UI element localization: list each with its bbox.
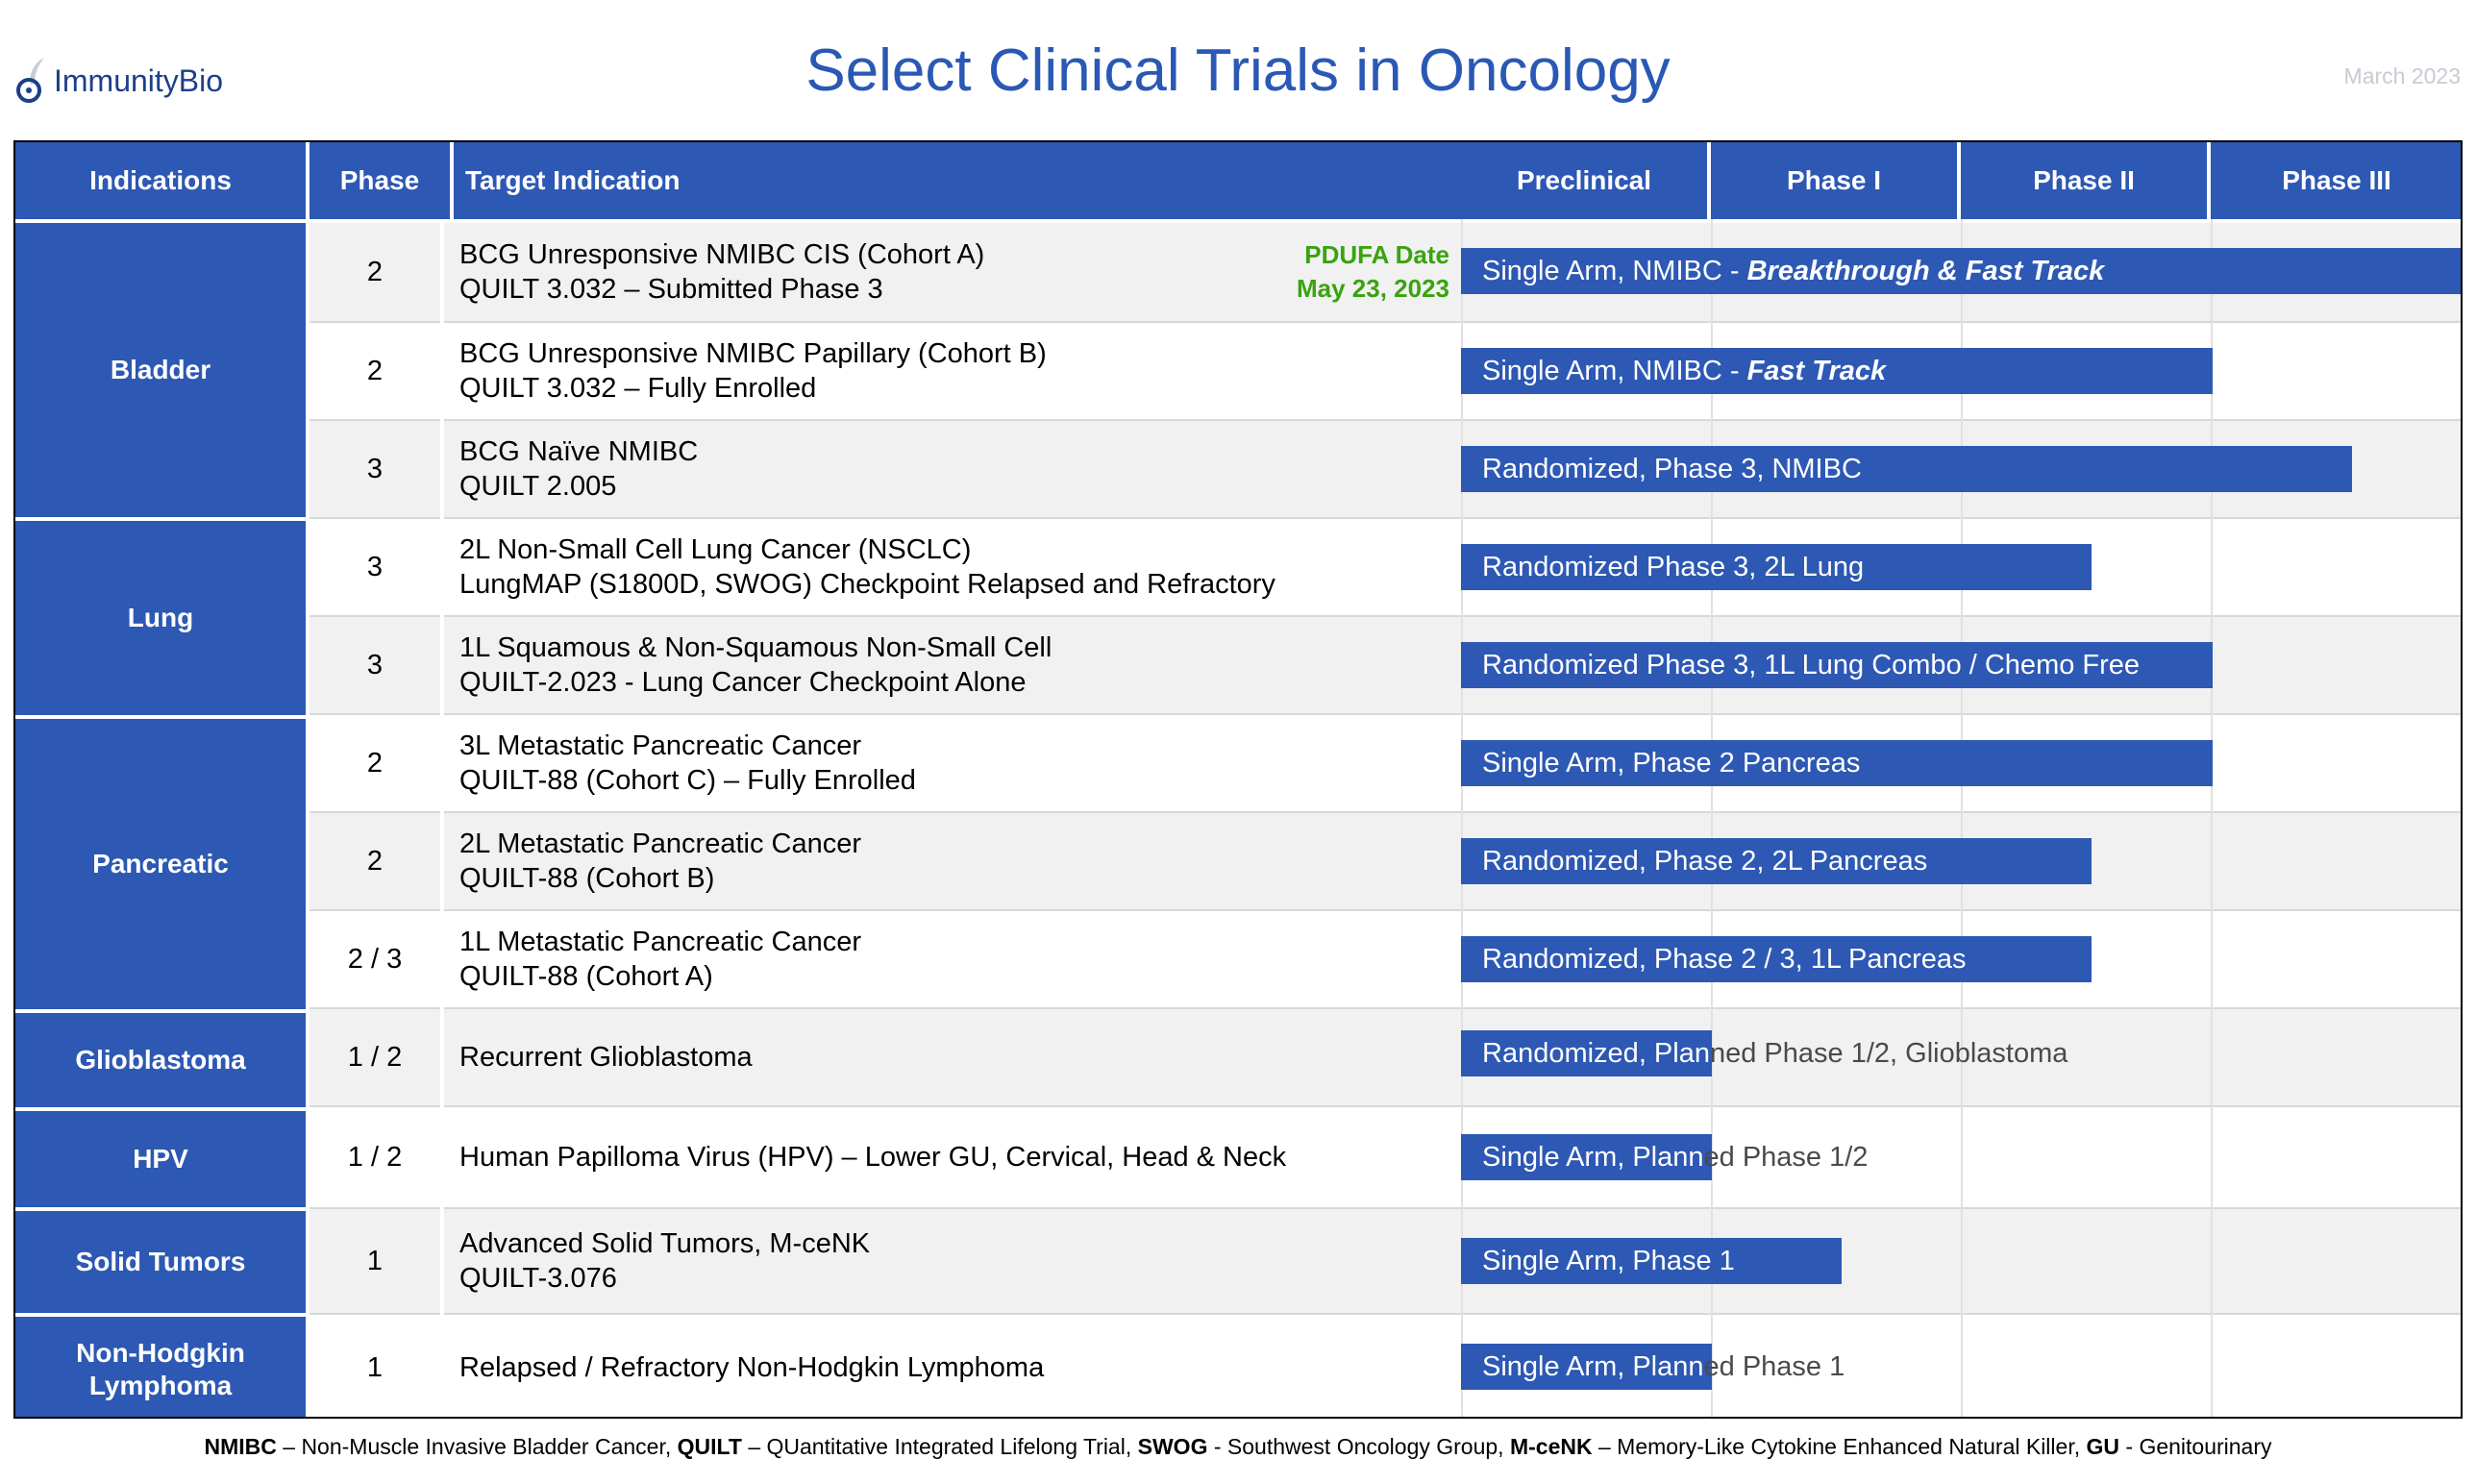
indication-solid-tumors: Solid Tumors	[15, 1211, 306, 1317]
logo-text: ImmunityBio	[54, 63, 224, 98]
target-indication	[459, 1209, 1469, 1313]
target-line1: BCG Unresponsive NMIBC Papillary (Cohort B)	[459, 338, 1047, 369]
target-indication	[459, 617, 1469, 713]
target-indication	[459, 1315, 1469, 1419]
bar-label-emphasis: Breakthrough & Fast Track	[1746, 256, 2105, 286]
row-phase: 2	[366, 256, 384, 287]
indication-nhl-line2: Lymphoma	[88, 1371, 233, 1400]
target-line2: QUILT-3.076	[459, 1263, 617, 1294]
bar-label: Single Arm, Phase 2 Pancreas	[1482, 748, 1861, 779]
bar-label: Single Arm, NMIBC -	[1482, 256, 1747, 286]
progress-bar	[1461, 248, 2463, 294]
column-header-preclinical: Preclinical	[1461, 142, 1711, 219]
progress-bar	[1461, 544, 2092, 590]
target-line1: 1L Metastatic Pancreatic Cancer	[459, 927, 862, 957]
target-line1: 2L Non-Small Cell Lung Cancer (NSCLC)	[459, 534, 972, 565]
target-line1: 1L Squamous & Non-Squamous Non-Small Cell	[459, 632, 1052, 663]
column-header-phase-3: Phase III	[2211, 142, 2463, 219]
target-line2: QUILT 3.032 – Submitted Phase 3	[459, 274, 883, 305]
target-indication	[459, 323, 1469, 419]
target-line1: 3L Metastatic Pancreatic Cancer	[459, 730, 862, 761]
target-indication	[459, 813, 1469, 909]
target-line2: QUILT-88 (Cohort B)	[459, 863, 715, 894]
indication-hpv: HPV	[15, 1111, 306, 1211]
row-phase: 2 / 3	[347, 943, 403, 975]
bar-label-inside: Single Arm, Plann	[1482, 1351, 1704, 1382]
row-phase: 2	[366, 845, 384, 877]
page-title: Select Clinical Trials in Oncology	[805, 37, 1671, 104]
abbr-definition: - Genitourinary	[2119, 1434, 2272, 1459]
bar-label: Randomized Phase 3, 2L Lung	[1482, 552, 1865, 582]
bar-label-inside: Randomized, Plan	[1482, 1038, 1710, 1069]
target-line1: Human Papilloma Virus (HPV) – Lower GU, Cervical, Head & Neck	[459, 1142, 1287, 1173]
indication-pancreatic: Pancreatic	[15, 719, 306, 1013]
abbr-term: GU	[2086, 1434, 2119, 1459]
clinical-trials-table	[13, 140, 2463, 1419]
bar-label-emphasis: Fast Track	[1746, 356, 1887, 386]
bar-label-outside: ed Phase 1	[1703, 1351, 1845, 1382]
target-line2: QUILT-88 (Cohort A)	[459, 961, 713, 992]
progress-bar	[1461, 348, 2213, 394]
row-phase: 2	[366, 747, 384, 779]
target-line2: LungMAP (S1800D, SWOG) Checkpoint Relapsed and Refractory	[459, 569, 1275, 600]
bar-label-overflow	[1461, 1134, 2461, 1180]
row-phase: 1 / 2	[347, 1141, 403, 1173]
bar-label: Randomized Phase 3, 1L Lung Combo / Chemo Free	[1482, 650, 2141, 680]
target-indication	[459, 519, 1469, 615]
target-line1: BCG Naïve NMIBC	[459, 436, 699, 467]
target-line2: QUILT 3.032 – Fully Enrolled	[459, 373, 817, 404]
bar-label-inside: Single Arm, Plann	[1482, 1142, 1704, 1173]
pdufa-date-note	[1265, 238, 1449, 306]
target-line1: BCG Unresponsive NMIBC CIS (Cohort A)	[459, 239, 985, 270]
target-line2: QUILT-2.023 - Lung Cancer Checkpoint Alone	[459, 667, 1027, 698]
bar-label: Randomized, Phase 2, 2L Pancreas	[1482, 846, 1928, 877]
pdufa-label: PDUFA Date	[1304, 240, 1449, 269]
progress-bar	[1461, 936, 2092, 982]
abbr-definition: – QUantitative Integrated Lifelong Trial,	[741, 1434, 1138, 1459]
target-indication	[459, 911, 1469, 1007]
target-line2: QUILT-88 (Cohort C) – Fully Enrolled	[459, 765, 916, 796]
bar-label: Single Arm, NMIBC -	[1482, 356, 1747, 386]
target-line1: 2L Metastatic Pancreatic Cancer	[459, 829, 862, 859]
column-header-target: Target Indication	[454, 142, 1478, 219]
indication-nhl-line1: Non-Hodgkin	[76, 1338, 245, 1368]
target-indication	[459, 715, 1469, 811]
abbr-term: NMIBC	[204, 1434, 277, 1459]
bar-label: Single Arm, Phase 1	[1482, 1246, 1735, 1276]
target-line1: Advanced Solid Tumors, M-ceNK	[459, 1228, 871, 1259]
indication-lung: Lung	[15, 521, 306, 719]
target-indication	[459, 421, 1469, 517]
row-phase: 3	[366, 551, 384, 582]
target-line1: Recurrent Glioblastoma	[459, 1042, 753, 1073]
row-phase: 3	[366, 649, 384, 680]
indication-bladder: Bladder	[15, 223, 306, 521]
target-indication	[459, 1009, 1469, 1105]
bar-label: Randomized, Phase 2 / 3, 1L Pancreas	[1482, 944, 1967, 975]
bar-label-overflow	[1461, 1030, 2461, 1076]
report-date: March 2023	[2343, 63, 2461, 88]
abbr-definition: - Southwest Oncology Group,	[1207, 1434, 1510, 1459]
column-header-indications: Indications	[15, 142, 310, 219]
column-header-phase-2: Phase II	[1961, 142, 2211, 219]
abbr-term: SWOG	[1137, 1434, 1208, 1459]
column-header-phase: Phase	[310, 142, 454, 219]
bar-label: Randomized, Phase 3, NMIBC	[1482, 454, 1862, 484]
progress-bar	[1461, 642, 2213, 688]
column-header-phase-1: Phase I	[1711, 142, 1961, 219]
indication-non-hodgkin-lymphoma	[15, 1317, 306, 1419]
bar-label-outside: ned Phase 1/2, Glioblastoma	[1709, 1038, 2068, 1069]
target-indication	[459, 1107, 1469, 1207]
abbr-term: QUILT	[677, 1434, 742, 1459]
row-phase: 1 / 2	[347, 1041, 403, 1073]
progress-bar	[1461, 446, 2352, 492]
progress-bar	[1461, 740, 2213, 786]
bar-label-overflow	[1461, 1344, 2461, 1390]
row-phase: 2	[366, 355, 384, 386]
row-phase: 3	[366, 453, 384, 484]
abbr-definition: – Memory-Like Cytokine Enhanced Natural Killer,	[1592, 1434, 2087, 1459]
row-phase: 1	[366, 1351, 384, 1383]
row-phase: 1	[366, 1245, 384, 1276]
abbreviations-footer	[0, 1434, 2476, 1460]
bar-label-outside: ed Phase 1/2	[1703, 1142, 1869, 1173]
indication-glioblastoma: Glioblastoma	[15, 1013, 306, 1111]
target-line1: Relapsed / Refractory Non-Hodgkin Lymphoma	[459, 1352, 1045, 1383]
pdufa-date: May 23, 2023	[1296, 274, 1449, 303]
abbr-definition: – Non-Muscle Invasive Bladder Cancer,	[276, 1434, 678, 1459]
progress-bar	[1461, 838, 2092, 884]
abbr-term: M-ceNK	[1509, 1434, 1593, 1459]
progress-bar	[1461, 1238, 1842, 1284]
target-line2: QUILT 2.005	[459, 471, 617, 502]
